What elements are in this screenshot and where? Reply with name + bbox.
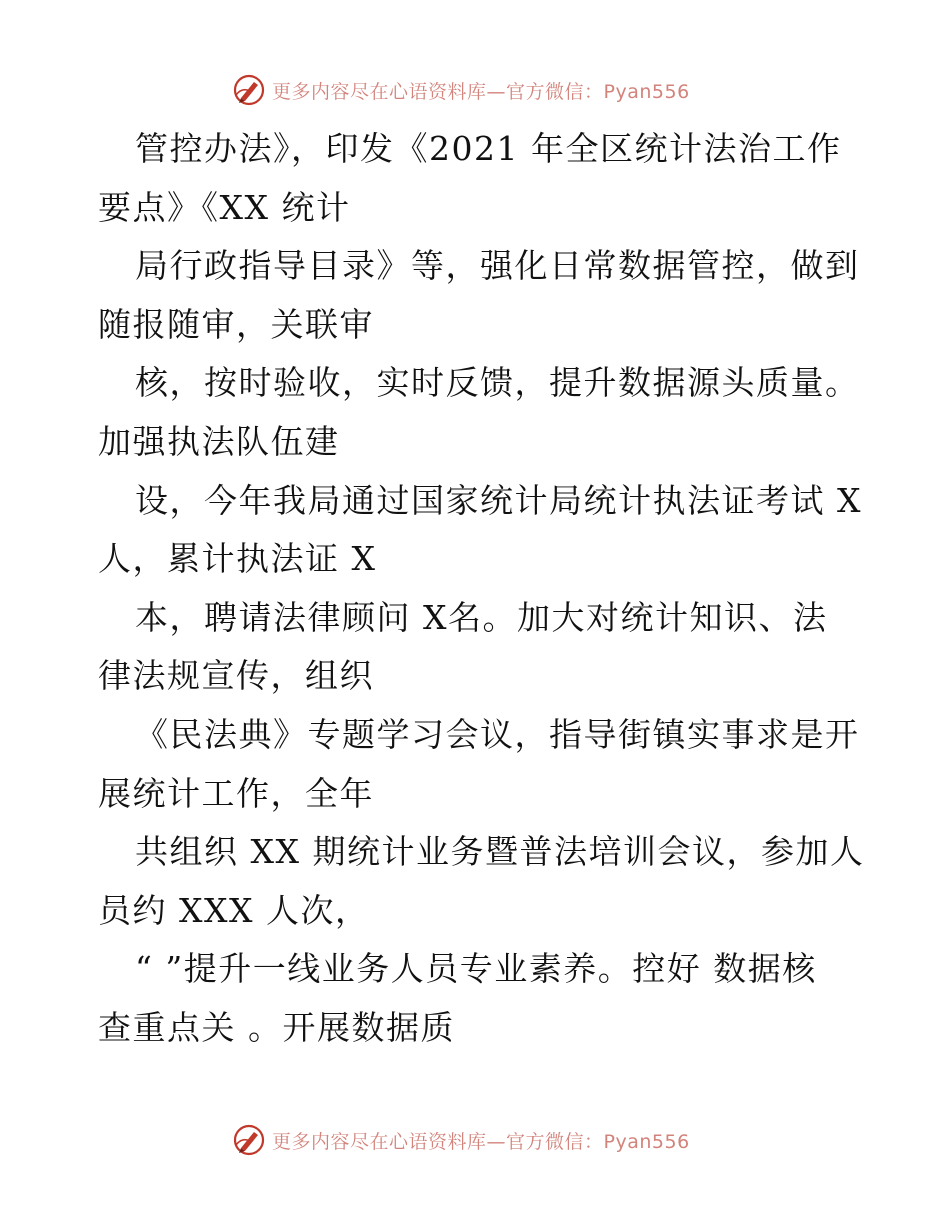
text-line: 随报随审，关联审 <box>98 304 374 344</box>
text-line: 展统计工作，全年 <box>98 773 374 813</box>
footer-watermark-banner <box>232 1120 690 1160</box>
text-line: 本，聘请法律顾问 X名。加大对统计知识、法 <box>135 597 828 637</box>
watermark-text: 更多内容尽在心语资料库—官方微信：Pyan556 <box>272 1130 690 1153</box>
watermark-text: 更多内容尽在心语资料库—官方微信：Pyan556 <box>272 80 690 103</box>
text-line: 管控办法》，印发《2021 年全区统计法治工作 <box>135 129 842 168</box>
pen-logo-icon <box>232 1123 266 1157</box>
text-line: 核，按时验收，实时反馈，提升数据源头质量。 <box>135 363 860 403</box>
header-watermark-banner <box>232 70 690 110</box>
text-line: 加强执法队伍建 <box>98 421 340 461</box>
text-line: 员约 XXX 人次， <box>98 890 370 930</box>
text-line: 律法规宣传，组织 <box>98 656 374 696</box>
text-line: 设，今年我局通过国家统计局统计执法证考试 X <box>135 480 862 520</box>
text-line: 人，累计执法证 X <box>98 539 377 579</box>
document-body <box>98 120 865 1058</box>
text-line: 共组织 XX 期统计业务暨普法培训会议，参加人 <box>135 832 865 872</box>
pen-logo-icon <box>232 73 266 107</box>
text-line: 《民法典》专题学习会议，指导街镇实事求是开 <box>135 714 860 754</box>
text-line: 局行政指导目录》等，强化日常数据管控，做到 <box>135 246 860 286</box>
text-line: 要点》《XX 统计 <box>98 187 351 227</box>
text-line: 查重点关 。开展数据质 <box>98 1007 455 1047</box>
text-line: “ ”提升一线业务人员专业素养。控好 数据核 <box>135 949 817 989</box>
